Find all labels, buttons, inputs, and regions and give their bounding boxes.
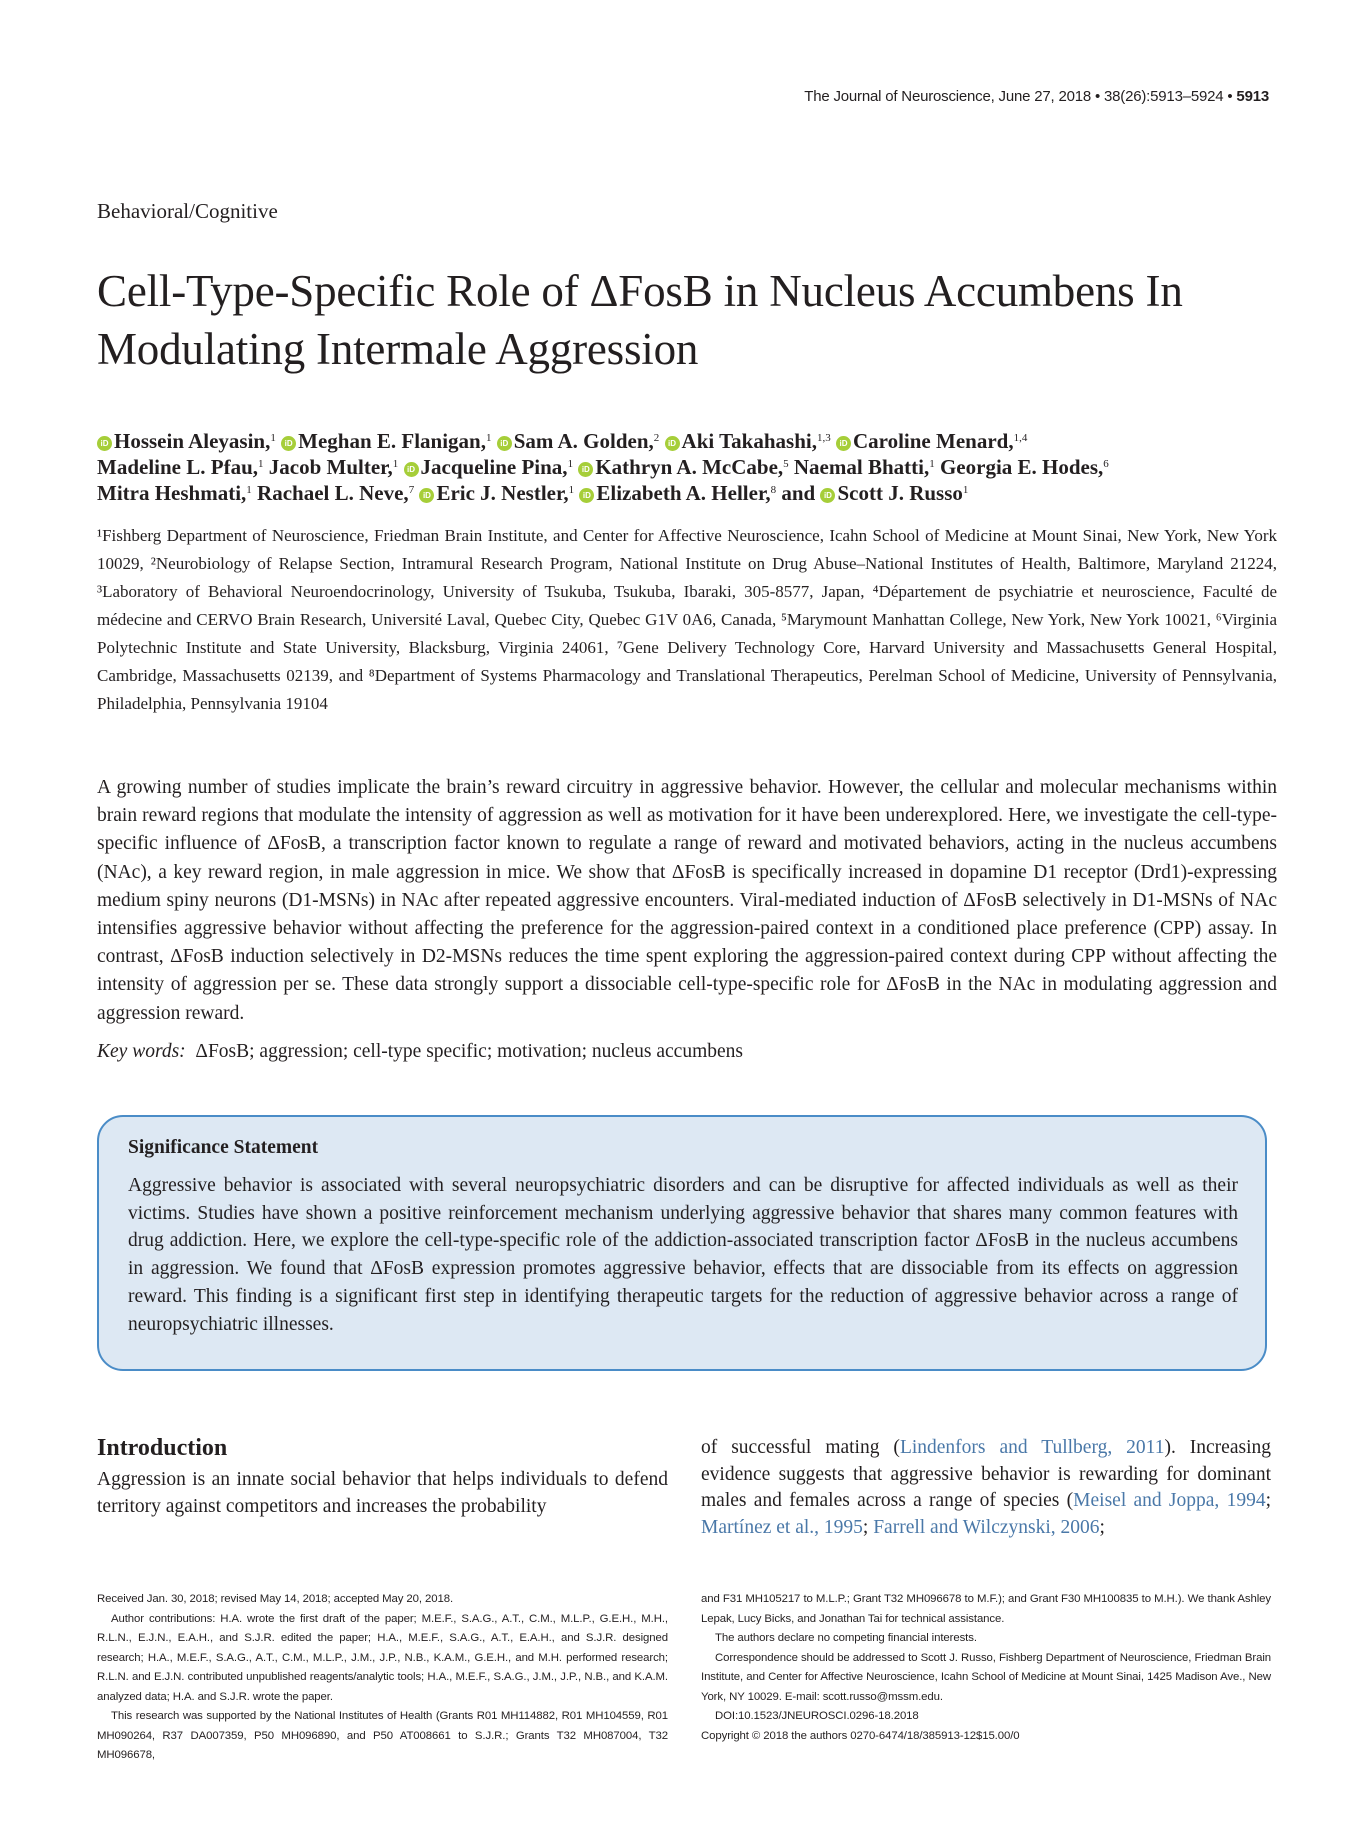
- author-name: Rachael L. Neve,: [257, 481, 409, 505]
- doi[interactable]: DOI:10.1523/JNEUROSCI.0296-18.2018: [715, 1710, 919, 1722]
- affiliation-marker: 1: [962, 484, 969, 496]
- orcid-icon[interactable]: iD: [404, 462, 419, 477]
- author-name[interactable]: Aki Takahashi,: [681, 429, 817, 453]
- significance-title: Significance Statement: [128, 1137, 319, 1158]
- orcid-icon[interactable]: iD: [820, 488, 835, 503]
- author-name[interactable]: Elizabeth A. Heller,: [596, 481, 771, 505]
- footnotes-left: [97, 1590, 668, 1766]
- affiliation-marker: 1,3: [816, 432, 831, 444]
- citation-link[interactable]: Lindenfors and Tullberg, 2011: [899, 1437, 1165, 1458]
- and-text: and: [781, 481, 816, 505]
- author-contributions: Author contributions: H.A. wrote the first draft of the paper; M.E.F., S.A.G., A.T., C.M., M.L.P., G.E.H., M.H., R.L.N., E.J.N., E.A.H., and S.J.R. edited the paper; H.A., M.E.F., S.A.G., A.T., E.A.H., and S.J.R. designed research; H.A., M.E.F., S.A.G., A.T., C.M., M.L.P., J.M., J.P., N.B., K.A.M., G.E.H., and M.H. performed research; R.L.N. and E.J.N. contributed unpublished reagents/analytic tools; H.A., M.E.F., S.A.G., J.M., J.P., N.B., and K.A.M. analyzed data; H.A. and S.J.R. wrote the paper.: [97, 1612, 668, 1703]
- introduction-right-column: [701, 1435, 1271, 1541]
- author-name[interactable]: Hossein Aleyasin,: [114, 429, 271, 453]
- intro-text: ;: [1099, 1516, 1105, 1538]
- author-name[interactable]: Caroline Menard,: [852, 429, 1014, 453]
- affiliation-marker: 1: [270, 432, 276, 444]
- correspondence: Correspondence should be addressed to Scott J. Russo, Fishberg Department of Neuroscience, Friedman Brain Institute, and Center for Affective Neuroscience, Icahn School of Medicine at Mount Sinai, 1425 Madison Ave., New York, NY 10029. E-mail: scott.russo@mssm.edu.: [701, 1651, 1271, 1703]
- intro-text: ). Increasing evidence suggests that aggressive behavior is rewarding for dominant males and females across a range of species (: [701, 1437, 1271, 1511]
- journal-citation: The Journal of Neuroscience, June 27, 2018 • 38(26):5913–5924 •: [804, 88, 1233, 105]
- orcid-icon[interactable]: iD: [665, 436, 680, 451]
- intro-text: of successful mating (: [701, 1437, 900, 1458]
- author-name: Jacob Multer,: [268, 455, 393, 479]
- author-name[interactable]: Scott J. Russo: [837, 481, 963, 505]
- keywords-text: ΔFosB; aggression; cell-type specific; motivation; nucleus accumbens: [195, 1041, 743, 1062]
- page-number: 5913: [1236, 88, 1269, 105]
- author-list: [97, 428, 1277, 506]
- keywords-label: Key words:: [97, 1041, 186, 1062]
- introduction-heading: Introduction: [97, 1435, 228, 1461]
- affiliations: ¹Fishberg Department of Neuroscience, Friedman Brain Institute, and Center for Affective Neuroscience, Icahn School of Medicine at Mount Sinai, New York, New York 10029, ²Neurobiology of Relapse Section, Intramural Research Program, National Institute on Drug Abuse–National Institutes of Health, Baltimore, Maryland 21224, ³Laboratory of Behavioral Neuroendocrinology, University of Tsukuba, Tsukuba, Ibaraki, 305-8577, Japan, ⁴Département de psychiatrie et neuroscience, Faculté de médecine and CERVO Brain Research, Université Laval, Quebec City, Quebec G1V 0A6, Canada, ⁵Marymount Manhattan College, New York, New York 10021, ⁶Virginia Polytechnic Institute and State University, Blacksburg, Virginia 24061, ⁷Gene Delivery Technology Core, Harvard University and Massachusetts General Hospital, Cambridge, Massachusetts 02139, and ⁸Department of Systems Pharmacology and Translational Therapeutics, Perelman School of Medicine, University of Pennsylvania, Philadelphia, Pennsylvania 19104: [97, 526, 1277, 713]
- affiliation-marker: 1: [568, 484, 575, 496]
- copyright: Copyright © 2018 the authors 0270-6474/18/385913-12$15.00/0: [701, 1729, 1020, 1742]
- affiliation-marker: 2: [653, 432, 660, 444]
- keywords: [97, 1041, 743, 1063]
- funding: This research was supported by the National Institutes of Health (Grants R01 MH114882, R01 MH104559, R01 MH090264, R37 DA007359, P50 MH096890, and P50 AT008661 to S.J.R.; Grants T32 MH087004, T32 MH096678,: [97, 1710, 668, 1761]
- affiliation-marker: 1: [567, 458, 574, 470]
- introduction-left-column: Aggression is an innate social behavior that helps individuals to defend territory against competitors and increases the probability: [97, 1469, 668, 1517]
- author-name[interactable]: Meghan E. Flanigan,: [298, 429, 486, 453]
- running-head: [804, 88, 1269, 105]
- affiliation-marker: 1: [258, 458, 264, 470]
- orcid-icon[interactable]: iD: [97, 436, 112, 451]
- orcid-icon[interactable]: iD: [497, 436, 512, 451]
- affiliation-marker: 8: [770, 484, 777, 496]
- citation-link[interactable]: Farrell and Wilczynski, 2006: [873, 1516, 1100, 1538]
- received-dates: Received Jan. 30, 2018; revised May 14, 2018; accepted May 20, 2018.: [97, 1593, 454, 1605]
- orcid-icon[interactable]: iD: [579, 488, 594, 503]
- author-name: Madeline L. Pfau,: [97, 455, 258, 479]
- abstract: A growing number of studies implicate the brain’s reward circuitry in aggressive behavior. However, the cellular and molecular mechanisms within brain reward regions that modulate the intensity of aggression as well as motivation for it have been underexplored. Here, we investigate the cell-type-specific influence of ΔFosB, a transcription factor known to regulate a range of reward and motivated behaviors, acting in the nucleus accumbens (NAc), a key reward region, in male aggression in mice. We show that ΔFosB is specifically increased in dopamine D1 receptor (Drd1)-expressing medium spiny neurons (D1-MSNs) in NAc after repeated aggressive encounters. Viral-mediated induction of ΔFosB selectively in D1-MSNs of NAc intensifies aggressive behavior without affecting the preference for the aggression-paired context in a conditioned place preference (CPP) assay. In contrast, ΔFosB induction selectively in D2-MSNs reduces the time spent exploring the aggression-paired context during CPP without affecting the intensity of aggression per se. These data strongly support a dissociable cell-type-specific role for ΔFosB in the NAc in modulating aggression and aggression reward.: [97, 777, 1277, 1024]
- article-title: Cell-Type-Specific Role of ΔFosB in Nucleus Accumbens In Modulating Intermale Aggression: [97, 266, 1183, 374]
- affiliation-marker: 1: [392, 458, 399, 470]
- author-name: Naemal Bhatti,: [793, 455, 930, 479]
- significance-body: Aggressive behavior is associated with several neuropsychiatric disorders and can be disruptive for affected individuals as well as their victims. Studies have shown a positive reinforcement mechanism underlying aggressive behavior that shares many common features with drug addiction. Here, we explore the cell-type-specific role of the addiction-associated transcription factor ΔFosB in the nucleus accumbens in aggression. We found that ΔFosB expression promotes aggressive behavior, effects that are dissociable from its effects on aggression reward. This finding is a significant first step in identifying therapeutic targets for the reduction of aggressive behavior across a range of neuropsychiatric illnesses.: [128, 1175, 1238, 1335]
- intro-text: ;: [1265, 1490, 1271, 1511]
- citation-link[interactable]: Meisel and Joppa, 1994: [1073, 1490, 1266, 1511]
- affiliation-marker: 1,4: [1013, 432, 1028, 444]
- author-name: Georgia E. Hodes,: [939, 455, 1104, 479]
- section-label: Behavioral/Cognitive: [97, 199, 278, 223]
- orcid-icon[interactable]: iD: [578, 462, 593, 477]
- affiliation-marker: 1: [486, 432, 492, 444]
- author-name[interactable]: Eric J. Nestler,: [436, 481, 569, 505]
- author-name: Mitra Heshmati,: [97, 481, 247, 505]
- orcid-icon[interactable]: iD: [419, 488, 434, 503]
- affiliation-marker: 6: [1103, 458, 1109, 470]
- footnotes-right: [701, 1590, 1271, 1746]
- affiliation-marker: 5: [783, 458, 789, 470]
- intro-text: ;: [862, 1516, 874, 1538]
- affiliation-marker: 7: [408, 484, 415, 496]
- affiliation-marker: 1: [929, 458, 935, 470]
- author-name[interactable]: Jacqueline Pina,: [420, 455, 568, 479]
- funding-continued: and F31 MH105217 to M.L.P.; Grant T32 MH096678 to M.F.); and Grant F30 MH100835 to M.H.). We thank Ashley Lepak, Lucy Bicks, and Jonathan Tai for technical assistance.: [701, 1593, 1271, 1625]
- author-name[interactable]: Sam A. Golden,: [513, 429, 654, 453]
- competing-interests: The authors declare no competing financial interests.: [715, 1632, 977, 1644]
- citation-link[interactable]: Martínez et al., 1995: [701, 1516, 863, 1538]
- orcid-icon[interactable]: iD: [836, 436, 851, 451]
- author-name[interactable]: Kathryn A. McCabe,: [595, 455, 784, 479]
- orcid-icon[interactable]: iD: [281, 436, 296, 451]
- affiliation-marker: 1: [246, 484, 252, 496]
